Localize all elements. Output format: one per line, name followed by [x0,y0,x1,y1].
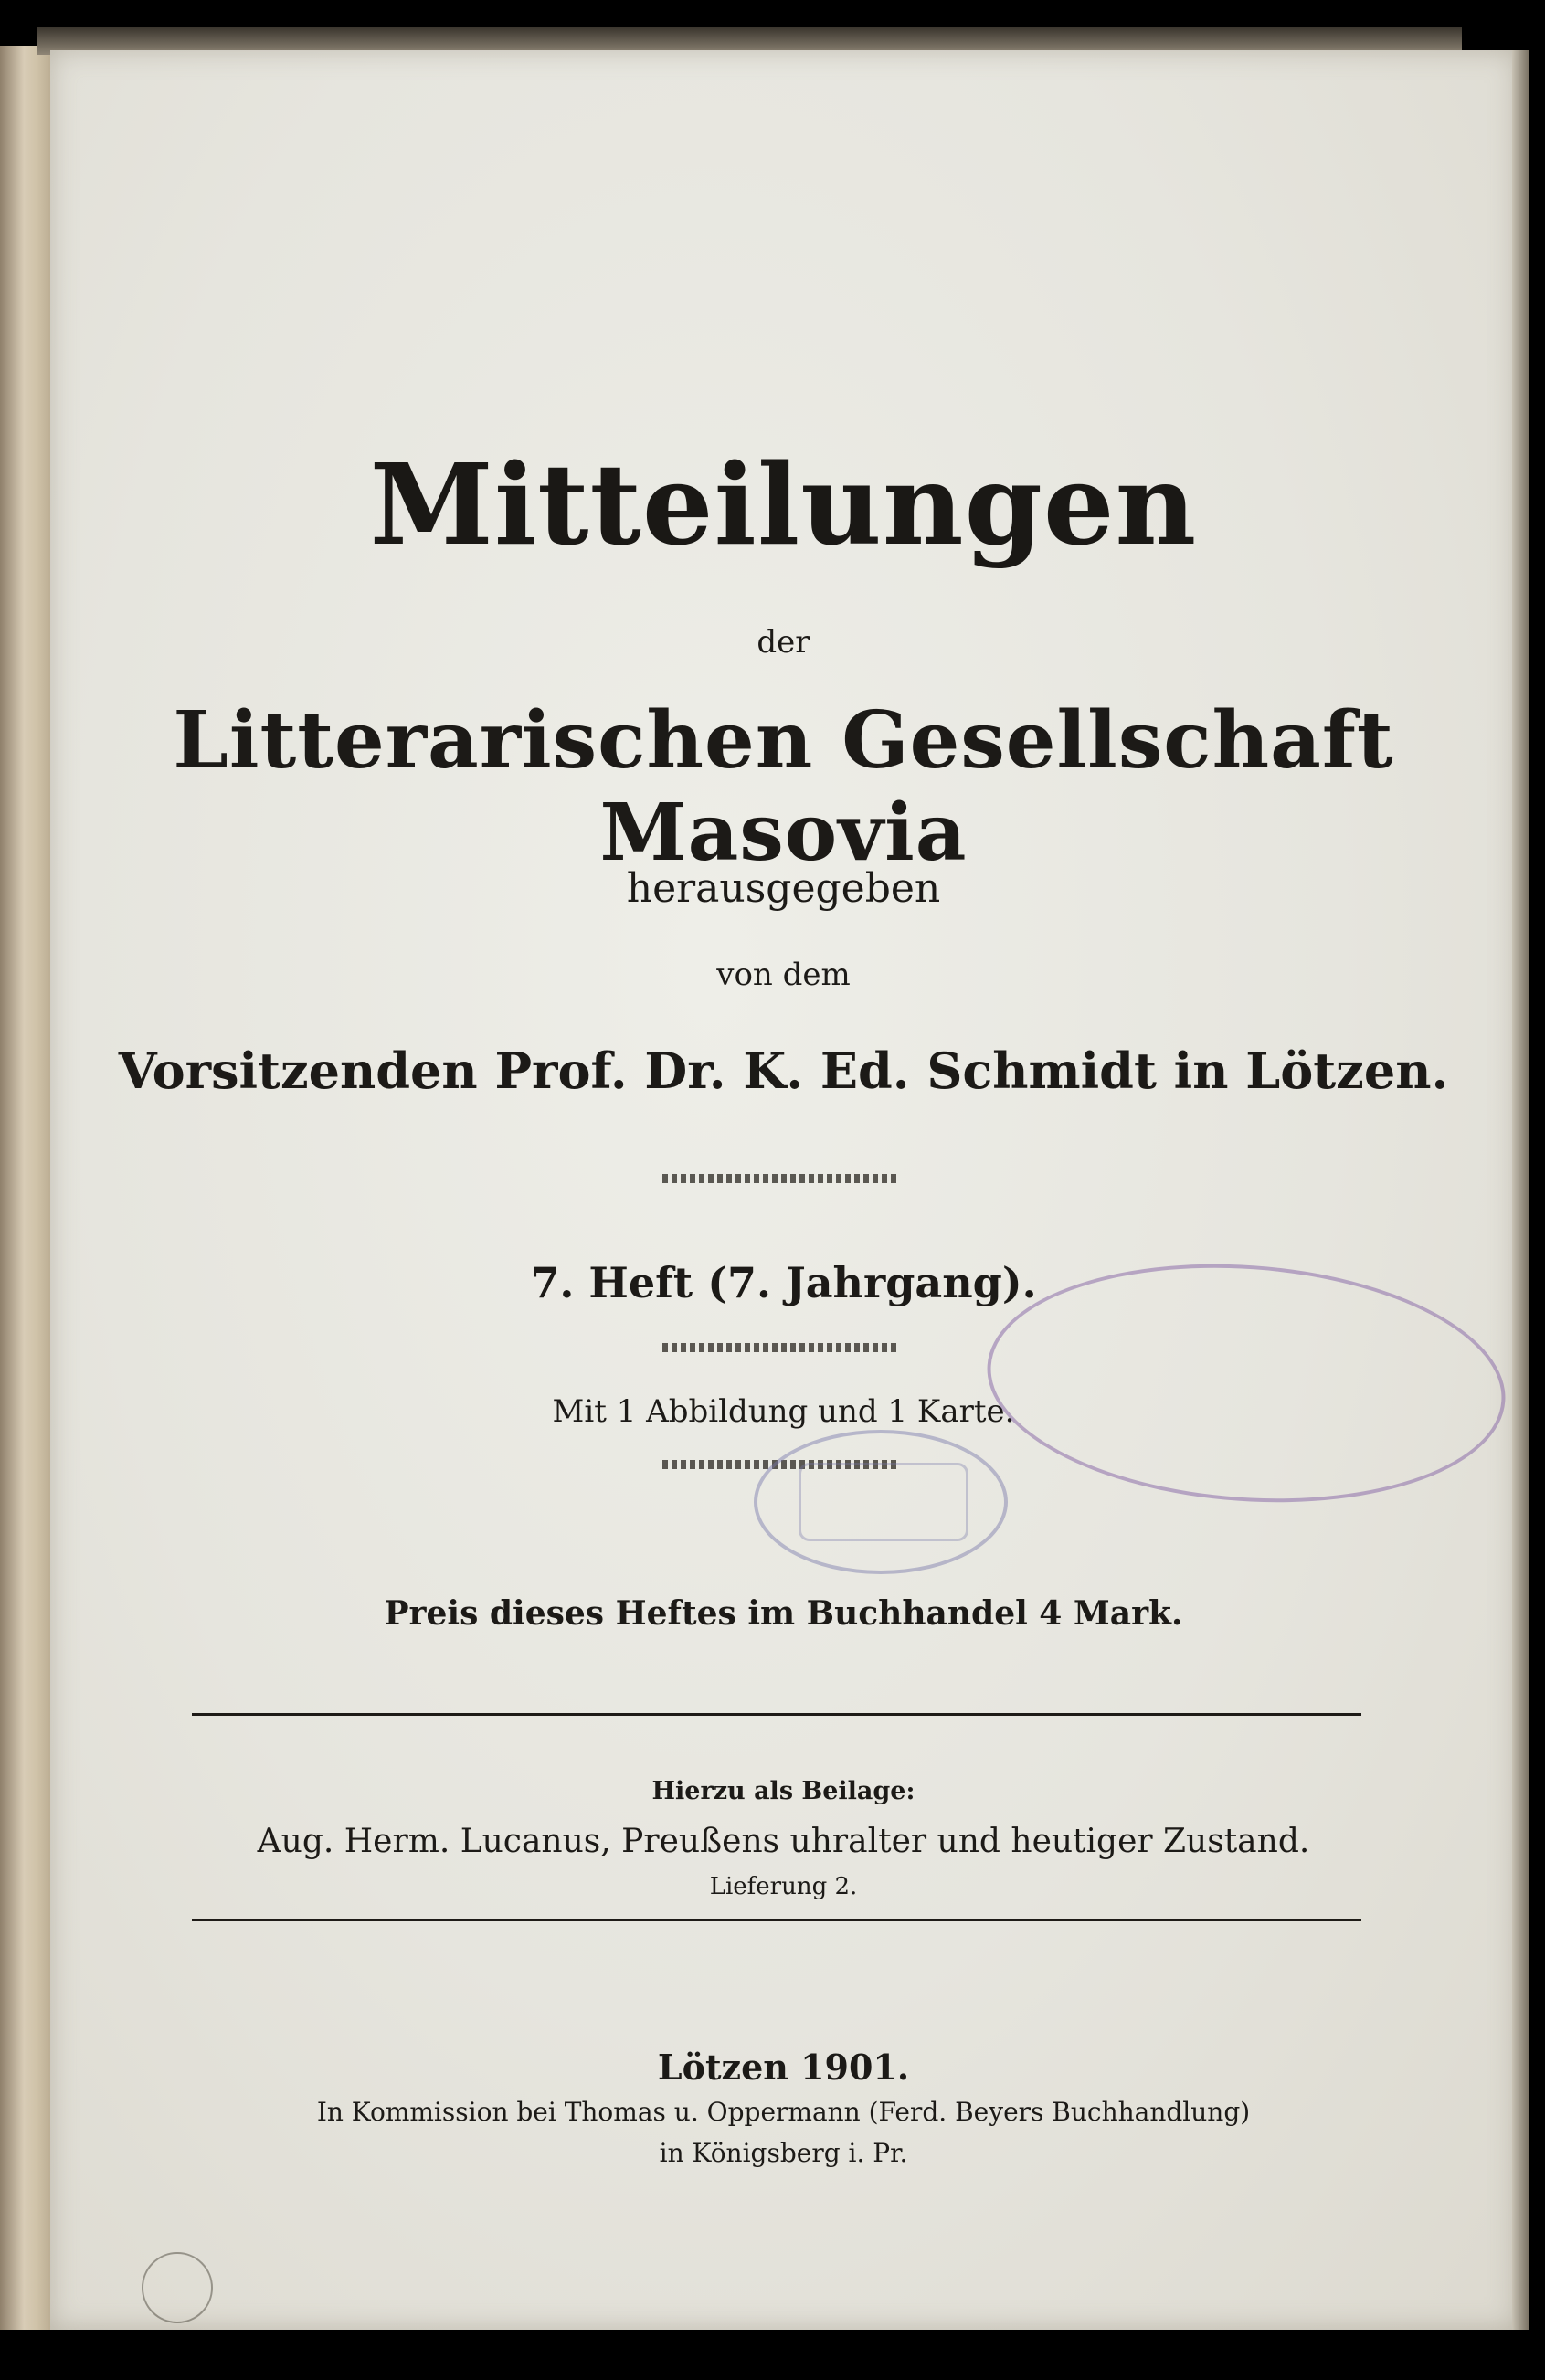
circle-mark [142,2252,213,2323]
commission-line: In Kommission bei Thomas u. Oppermann (Ferd. Beyers Buchhandlung) [316,2097,1251,2127]
book-spine [0,46,53,2330]
illustrations-note: Mit 1 Abbildung und 1 Karte. [552,1393,1015,1430]
ornament-rule-1 [662,1174,900,1183]
price-note: Preis dieses Heftes im Buchhandel 4 Mark. [384,1594,1183,1633]
ornament-rule-2 [662,1343,900,1352]
supplement-rule-top [192,1713,1361,1716]
issue-number: 7. Heft (7. Jahrgang). [530,1258,1037,1307]
supplement-rule-bottom [192,1919,1361,1921]
supplement-text: Aug. Herm. Lucanus, Preußens uhralter und heutiger Zustand. [257,1823,1310,1860]
von-dem: von dem [716,957,851,993]
place-year: Lötzen 1901. [657,2047,910,2088]
supplement-lieferung: Lieferung 2. [709,1873,858,1900]
library-stamp-small [754,1430,1008,1574]
main-title: Mitteilungen [369,439,1198,570]
page-right-edge [1512,50,1529,2330]
der-label: der [757,624,810,661]
title-page [50,50,1517,2330]
supplement-heading: Hierzu als Beilage: [651,1777,915,1805]
commission-city: in Königsberg i. Pr. [659,2138,908,2168]
editor-line: Vorsitzenden Prof. Dr. K. Ed. Schmidt in Lötzen. [118,1042,1449,1100]
society-name: Litterarischen Gesellschaft Masovia [173,694,1394,879]
published-by: herausgegeben [626,865,941,912]
